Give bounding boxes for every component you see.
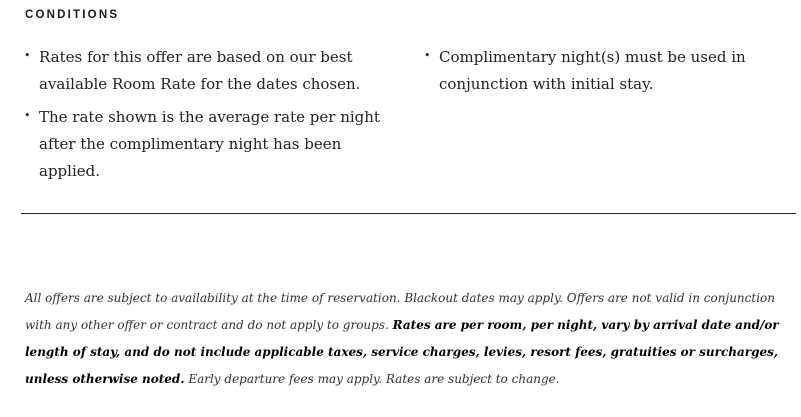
conditions-list-right: [421, 44, 791, 104]
condition-text: The rate shown is the average rate per night after the complimentary night has been applied.: [39, 108, 380, 180]
section-divider: [21, 213, 796, 214]
disclaimer-lead: All offers are subject to availability at the time of reservation. Blackout dates may apply. Offers are not valid in conjunction with any other offer or contract and do not apply to groups.: [25, 291, 775, 332]
condition-text: Complimentary night(s) must be used in conjunction with initial stay.: [439, 48, 746, 93]
condition-item: [21, 44, 406, 98]
disclaimer-tail: Early departure fees may apply. Rates are subject to change.: [184, 372, 560, 386]
bullet-icon: •: [24, 109, 31, 122]
conditions-list-left: [21, 44, 406, 191]
disclaimer-text: [25, 285, 783, 393]
conditions-heading: CONDITIONS: [25, 9, 120, 21]
condition-text: Rates for this offer are based on our best available Room Rate for the dates chosen.: [39, 48, 361, 93]
bullet-icon: •: [24, 49, 31, 62]
condition-item: [421, 44, 791, 98]
disclaimer-bold: Rates are per room, per night, vary by arrival date and/or length of stay, and do not include applicable taxes, service charges, levies, resort fees, gratuities or surcharges, unless otherwise noted.: [25, 318, 779, 386]
condition-item: [21, 104, 406, 185]
bullet-icon: •: [424, 49, 431, 62]
